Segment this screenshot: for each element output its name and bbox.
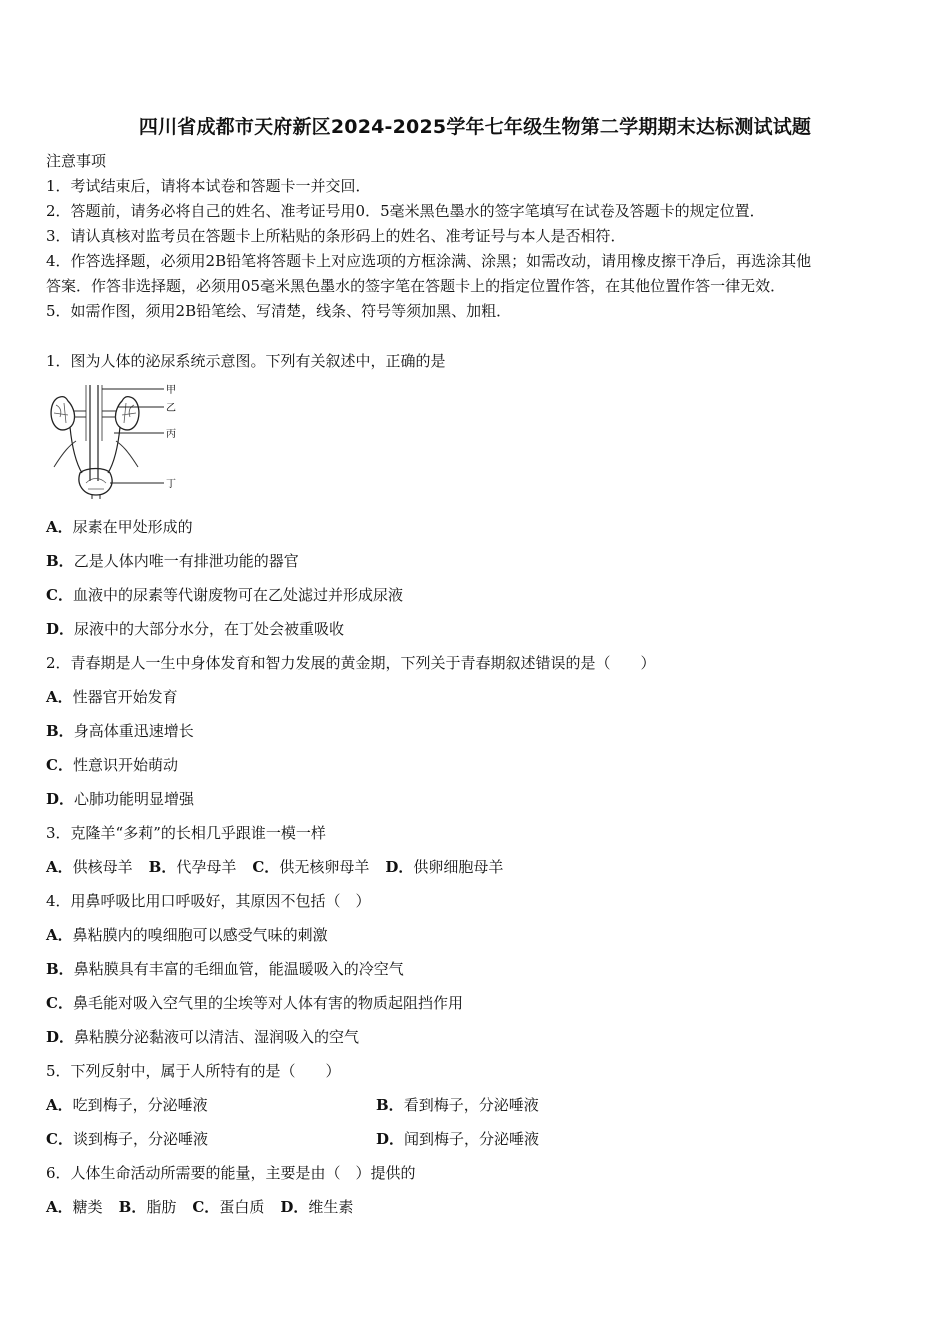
option-text: 身高体重迅速增长 bbox=[73, 722, 194, 740]
q6-option-a[interactable] bbox=[46, 1198, 103, 1216]
option-text: 鼻粘膜具有丰富的毛细血管，能温暖吸入的冷空气 bbox=[73, 960, 404, 978]
q6-option-b[interactable] bbox=[119, 1198, 177, 1216]
q2-option-a[interactable] bbox=[46, 687, 178, 707]
option-text: 代孕母羊 bbox=[176, 858, 237, 876]
q4-option-b[interactable] bbox=[46, 959, 404, 979]
q1-option-a[interactable] bbox=[46, 517, 193, 537]
option-letter: D． bbox=[376, 1130, 405, 1148]
q6-option-c[interactable] bbox=[192, 1198, 264, 1216]
option-text: 供卵细胞母羊 bbox=[413, 858, 504, 876]
option-letter: D． bbox=[46, 1028, 75, 1046]
option-text: 脂肪 bbox=[146, 1198, 177, 1216]
q5-option-b[interactable] bbox=[376, 1095, 539, 1115]
option-text: 蛋白质 bbox=[219, 1198, 265, 1216]
option-text: 性意识开始萌动 bbox=[72, 756, 178, 774]
q1-option-c[interactable] bbox=[46, 585, 403, 605]
option-letter: A． bbox=[46, 518, 73, 536]
option-text: 心肺功能明显增强 bbox=[74, 790, 195, 808]
urinary-system-diagram bbox=[46, 381, 186, 499]
notice-item: 5．如需作图，须用2B铅笔绘、写清楚，线条、符号等须加黑、加粗． bbox=[46, 302, 512, 320]
option-letter: B． bbox=[46, 960, 74, 978]
question-1-stem: 1．图为人体的泌尿系统示意图。下列有关叙述中，正确的是 bbox=[46, 352, 446, 370]
option-text: 鼻毛能对吸入空气里的尘埃等对人体有害的物质起阻挡作用 bbox=[72, 994, 463, 1012]
option-letter: B． bbox=[46, 552, 74, 570]
page-title: 四川省成都市天府新区2024-2025学年七年级生物第二学期期末达标测试试题 bbox=[138, 116, 812, 138]
option-text: 鼻粘膜分泌黏液可以清洁、湿润吸入的空气 bbox=[74, 1028, 360, 1046]
option-text: 尿液中的大部分水分，在丁处会被重吸收 bbox=[74, 620, 345, 638]
q4-option-d[interactable] bbox=[46, 1027, 359, 1047]
q5-option-c[interactable] bbox=[46, 1129, 208, 1149]
q6-option-d[interactable] bbox=[280, 1198, 353, 1216]
option-letter: C． bbox=[46, 1130, 73, 1148]
question-3-stem: 3．克隆羊“多莉”的长相几乎跟谁一模一样 bbox=[46, 824, 326, 842]
q3-option-a[interactable] bbox=[46, 858, 133, 876]
question-4-stem: 4．用鼻呼吸比用口呼吸好，其原因不包括（ ） bbox=[46, 892, 371, 910]
q5-option-a[interactable] bbox=[46, 1095, 208, 1115]
option-letter: D． bbox=[46, 790, 75, 808]
q3-option-d[interactable] bbox=[385, 858, 503, 876]
option-text: 尿素在甲处形成的 bbox=[72, 518, 193, 536]
option-text: 供核母羊 bbox=[72, 858, 133, 876]
option-letter: A． bbox=[46, 1096, 73, 1114]
option-letter: B． bbox=[376, 1096, 404, 1114]
q1-option-b[interactable] bbox=[46, 551, 299, 571]
option-letter: A． bbox=[46, 926, 73, 944]
figure-label-jia: 甲 bbox=[166, 385, 176, 396]
option-text: 维生素 bbox=[308, 1198, 354, 1216]
figure-label-yi: 乙 bbox=[166, 403, 176, 414]
notice-heading: 注意事项 bbox=[46, 152, 107, 170]
option-letter: C． bbox=[46, 586, 73, 604]
q3-options-row bbox=[46, 857, 503, 877]
q5-option-d[interactable] bbox=[376, 1129, 539, 1149]
q2-option-d[interactable] bbox=[46, 789, 194, 809]
option-text: 性器官开始发育 bbox=[72, 688, 178, 706]
q3-option-b[interactable] bbox=[149, 858, 237, 876]
q4-option-c[interactable] bbox=[46, 993, 463, 1013]
option-letter: D． bbox=[46, 620, 75, 638]
option-text: 供无核卵母羊 bbox=[279, 858, 370, 876]
option-letter: D． bbox=[280, 1198, 309, 1216]
q3-option-c[interactable] bbox=[252, 858, 369, 876]
option-text: 谈到梅子，分泌唾液 bbox=[72, 1130, 208, 1148]
q4-option-a[interactable] bbox=[46, 925, 328, 945]
option-letter: C． bbox=[46, 756, 73, 774]
q6-options-row bbox=[46, 1197, 353, 1217]
question-2-stem: 2．青春期是人一生中身体发育和智力发展的黄金期，下列关于青春期叙述错误的是（ ） bbox=[46, 654, 656, 672]
option-text: 血液中的尿素等代谢废物可在乙处滤过并形成尿液 bbox=[72, 586, 403, 604]
option-letter: C． bbox=[192, 1198, 220, 1216]
option-letter: A． bbox=[46, 1198, 73, 1216]
option-letter: B． bbox=[148, 858, 177, 876]
notice-item: 1．考试结束后，请将本试卷和答题卡一并交回． bbox=[46, 177, 371, 195]
q1-option-d[interactable] bbox=[46, 619, 344, 639]
option-text: 鼻粘膜内的嗅细胞可以感受气味的刺激 bbox=[72, 926, 328, 944]
question-6-stem: 6．人体生命活动所需要的能量，主要是由（ ）提供的 bbox=[46, 1164, 416, 1182]
option-letter: C． bbox=[252, 858, 280, 876]
q2-option-b[interactable] bbox=[46, 721, 194, 741]
notice-item: 4．作答选择题，必须用2B铅笔将答题卡上对应选项的方框涂满、涂黑；如需改动，请用橡皮擦干净后，再选涂其他 bbox=[46, 252, 812, 270]
option-letter: B． bbox=[118, 1198, 147, 1216]
option-text: 乙是人体内唯一有排泄功能的器官 bbox=[73, 552, 299, 570]
option-text: 看到梅子，分泌唾液 bbox=[403, 1096, 539, 1114]
notice-item: 答案．作答非选择题，必须用05毫米黑色墨水的签字笔在答题卡上的指定位置作答，在其他位置作答一律无效． bbox=[46, 277, 786, 295]
q2-option-c[interactable] bbox=[46, 755, 178, 775]
option-letter: A． bbox=[46, 688, 73, 706]
option-text: 闻到梅子，分泌唾液 bbox=[404, 1130, 540, 1148]
notice-item: 2．答题前，请务必将自己的姓名、准考证号用0．5毫米黑色墨水的签字笔填写在试卷及答题卡的规定位置． bbox=[46, 202, 765, 220]
option-text: 糖类 bbox=[72, 1198, 103, 1216]
option-letter: D． bbox=[385, 858, 414, 876]
notice-item: 3．请认真核对监考员在答题卡上所粘贴的条形码上的姓名、准考证号与本人是否相符． bbox=[46, 227, 626, 245]
option-letter: A． bbox=[46, 858, 73, 876]
option-letter: C． bbox=[46, 994, 73, 1012]
figure-label-bing: 丙 bbox=[166, 429, 176, 440]
question-5-stem: 5．下列反射中，属于人所特有的是（ ） bbox=[46, 1062, 341, 1080]
figure-label-ding: 丁 bbox=[166, 479, 176, 490]
option-text: 吃到梅子，分泌唾液 bbox=[72, 1096, 208, 1114]
option-letter: B． bbox=[46, 722, 74, 740]
